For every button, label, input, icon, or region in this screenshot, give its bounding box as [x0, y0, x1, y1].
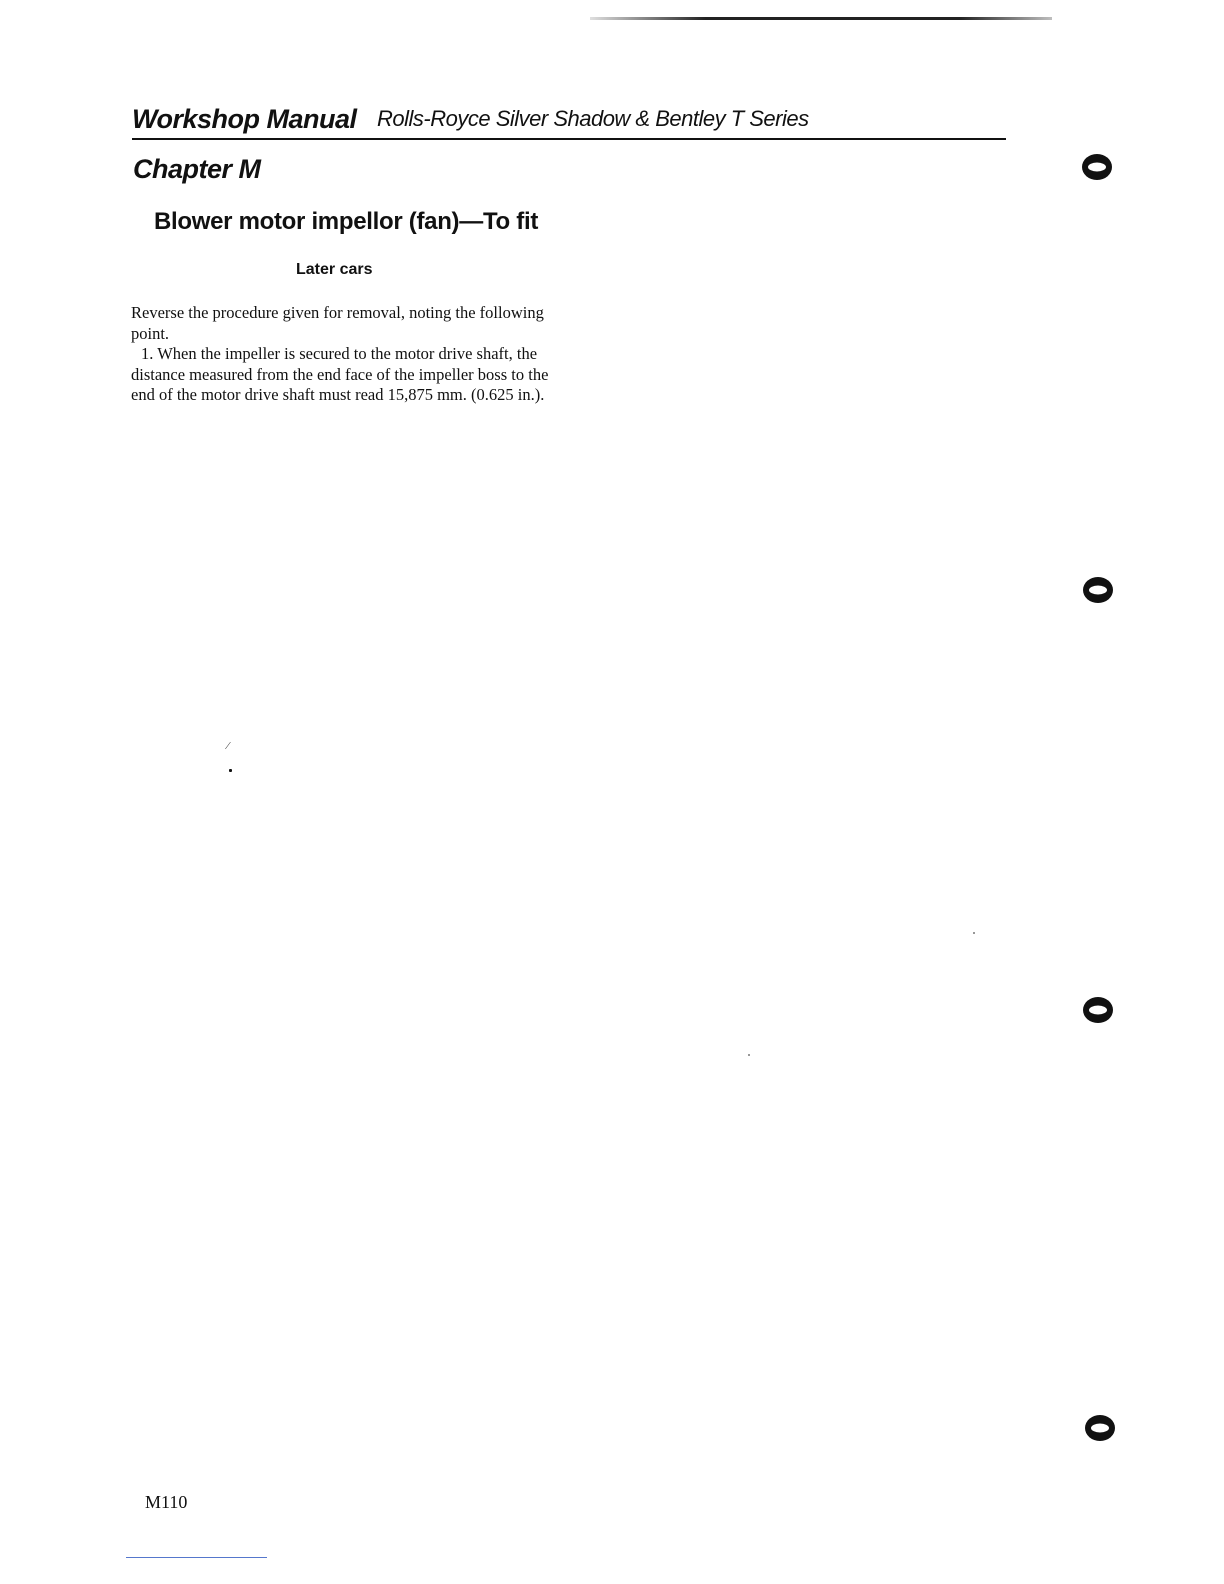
step-1-paragraph: 1. When the impeller is secured to the motor drive shaft, the distance measured from the end face of the impeller boss to the end of the motor drive shaft must read 15,875 mm. (0.625 in.).	[131, 344, 549, 404]
scan-artifact-line	[590, 17, 1052, 20]
manual-title: Workshop Manual	[132, 104, 357, 134]
subsection-heading: Later cars	[296, 261, 373, 278]
scan-mark	[229, 769, 232, 772]
scan-mark	[973, 932, 975, 934]
scan-mark: ⁄	[227, 740, 229, 752]
body-text	[131, 303, 561, 406]
section-title: Blower motor impellor (fan)—To fit	[154, 208, 539, 235]
punch-hole-icon	[1081, 152, 1113, 182]
page-number: M110	[145, 1492, 188, 1512]
intro-paragraph: Reverse the procedure given for removal, noting the following point.	[131, 303, 544, 343]
page-header	[132, 104, 1006, 140]
series-title: Rolls-Royce Silver Shadow & Bentley T Series	[377, 106, 809, 131]
punch-hole-icon	[1082, 995, 1114, 1025]
scan-mark	[748, 1054, 750, 1056]
punch-hole-icon	[1082, 575, 1114, 605]
bottom-rule	[126, 1557, 267, 1558]
chapter-heading: Chapter M	[133, 154, 261, 184]
punch-hole-icon	[1084, 1413, 1116, 1443]
